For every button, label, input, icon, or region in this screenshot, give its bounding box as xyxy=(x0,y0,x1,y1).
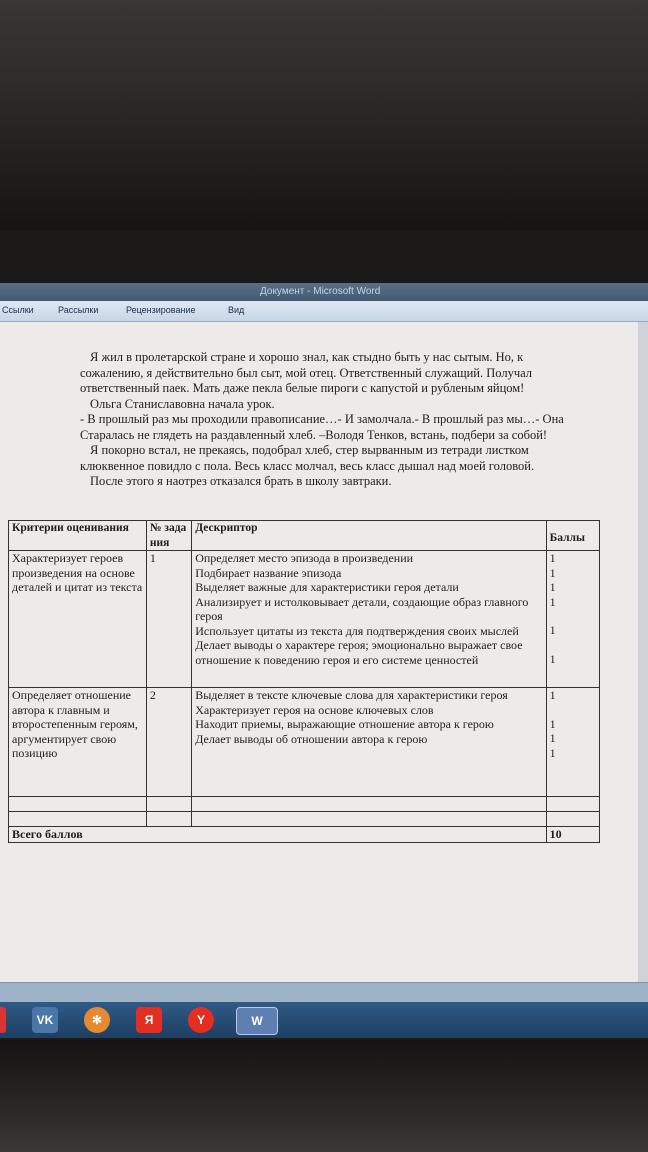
descriptor-cell xyxy=(192,551,546,688)
criterion-cell: Характеризует героев произведения на основе деталей и цитат из текста xyxy=(9,551,147,688)
status-bar xyxy=(0,982,648,1003)
score-value: 1 xyxy=(549,565,556,580)
score-value: 1 xyxy=(549,651,556,666)
tab-mailings[interactable]: Рассылки xyxy=(58,305,99,315)
text-line: Ольга Станиславовна начала урок. xyxy=(90,396,275,411)
text-line: Я покорно встал, не прекаясь, подобрал хлеб, стер вырванным из тетради листком xyxy=(90,443,529,457)
task-number-cell: 1 xyxy=(146,551,191,688)
score-value: 1 xyxy=(549,594,556,609)
score-value: 1 xyxy=(549,731,556,745)
table-row xyxy=(9,688,600,797)
text-line: клюквенное повидло с пола. Весь класс молчал, весь класс дышал над моей головой. xyxy=(80,458,535,473)
vertical-scrollbar[interactable] xyxy=(638,322,648,982)
table-row-empty xyxy=(9,812,600,827)
total-label: Всего баллов xyxy=(9,827,547,843)
header-descriptor: Дескриптор xyxy=(192,521,546,551)
text-line: После этого я наотрез отказался брать в школу завтраки. xyxy=(90,474,392,488)
total-value: 10 xyxy=(546,827,599,843)
text-line: Старалась не глядеть на раздавленный хлеб. –Володя Тенков, встань, подбери за собой! xyxy=(80,427,548,442)
window-title: Документ - Microsoft Word xyxy=(260,286,381,297)
descriptor-item: Подбирает название эпизода xyxy=(195,565,342,580)
taskbar xyxy=(0,1002,648,1038)
assessment-table xyxy=(8,520,600,843)
yandex-browser-icon[interactable]: Y xyxy=(188,1007,214,1033)
descriptor-item: Характеризует героя на основе ключевых слов xyxy=(195,702,434,717)
tab-links[interactable]: Ссылки xyxy=(2,305,34,315)
vk-icon[interactable]: VK xyxy=(32,1007,58,1033)
monitor-bezel-bottom xyxy=(0,1040,648,1152)
descriptor-item: Выделяет в тексте ключевые слова для характеристики героя xyxy=(195,688,508,702)
text-line: ответственный паек. Мать даже пекла белые пироги с капустой и рубленым яйцом! xyxy=(80,381,525,395)
score-cell xyxy=(546,551,599,688)
yandex-icon[interactable]: Я xyxy=(136,1007,162,1033)
table-header-row xyxy=(9,521,600,551)
window-titlebar xyxy=(0,283,648,301)
tab-view[interactable]: Вид xyxy=(228,305,245,315)
monitor-bezel-top xyxy=(0,0,648,230)
score-value: 1 xyxy=(549,745,556,760)
score-value: 1 xyxy=(549,623,556,637)
score-cell xyxy=(546,688,599,797)
criterion-cell: Определяет отношение автора к главным и второстепенным героям, аргументирует свою позицию xyxy=(9,688,147,797)
ribbon-tabs xyxy=(0,301,648,322)
word-icon[interactable]: W xyxy=(236,1007,278,1035)
descriptor-item: Находит приемы, выражающие отношение автора к герою xyxy=(195,717,494,731)
descriptor-item: Использует цитаты из текста для подтверждения своих мыслей xyxy=(195,623,519,638)
table-row-empty xyxy=(9,797,600,812)
odnoklassniki-icon[interactable]: ✻ xyxy=(84,1007,110,1033)
header-criteria: Критерии оценивания xyxy=(9,521,147,551)
text-line: Я жил в пролетарской стране и хорошо знал, как стыдно быть у нас сытым. Но, к xyxy=(90,350,524,364)
table-row xyxy=(9,551,600,688)
descriptor-cell xyxy=(192,688,546,797)
score-value: 1 xyxy=(549,716,556,731)
descriptor-item: Анализирует и истолковывает детали, создающие образ главного героя xyxy=(195,594,529,623)
story-text xyxy=(80,350,610,490)
score-value: 1 xyxy=(549,551,556,565)
descriptor-item: Определяет место эпизода в произведении xyxy=(195,551,414,565)
task-number-cell: 2 xyxy=(146,688,191,797)
descriptor-item: Делает выводы о характере героя; эмоционально выражает свое отношение к поведению героя и его системе ценностей xyxy=(195,638,523,667)
header-score: Баллы xyxy=(546,521,599,551)
text-line: - В прошлый раз мы проходили правописание…- И замолчала.- В прошлый раз мы…- Она xyxy=(80,412,564,426)
score-value: 1 xyxy=(549,688,556,702)
table-total-row xyxy=(9,827,600,843)
header-task-number: № зада ния xyxy=(146,521,191,551)
descriptor-item: Выделяет важные для характеристики героя детали xyxy=(195,580,459,594)
descriptor-item: Делает выводы об отношении автора к герою xyxy=(195,731,428,746)
score-value: 1 xyxy=(549,580,556,594)
tab-review[interactable]: Рецензирование xyxy=(126,305,196,315)
text-line: сожалению, я действительно был сыт, мой отец. Ответственный служащий. Получал xyxy=(80,365,533,380)
taskbar-edge-icon xyxy=(0,1007,6,1033)
